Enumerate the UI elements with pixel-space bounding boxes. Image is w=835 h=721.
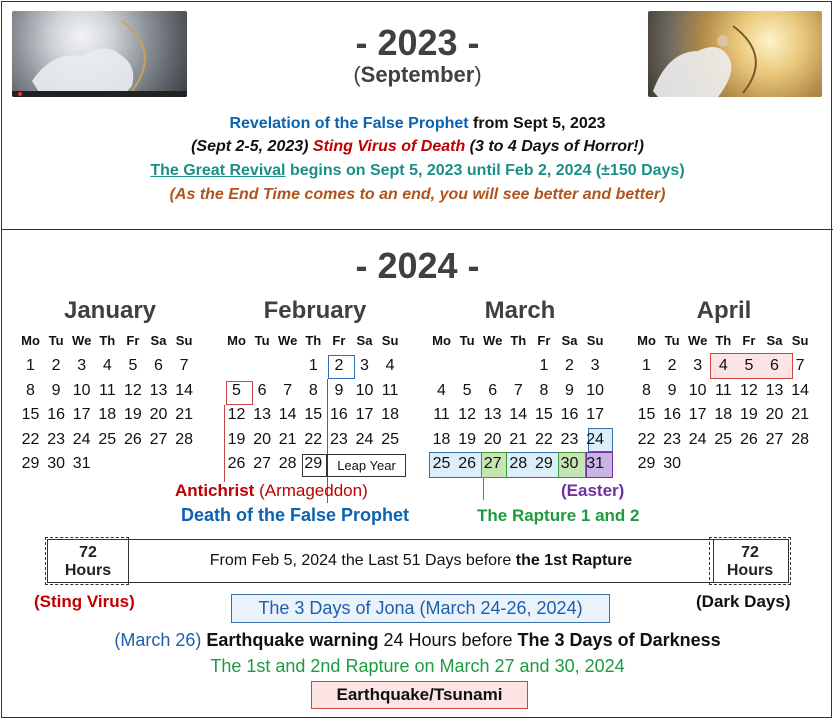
calendar-day: 29 [534,455,553,472]
calendar-day: 7 [283,381,293,399]
calendar-day: 28 [175,430,193,448]
calendar-day: 27 [765,430,784,448]
weekday-header: Sa [561,333,578,348]
calendar-day: 7 [179,357,189,374]
calendar-day: 17 [688,406,707,423]
calendar-day: 6 [154,357,163,374]
weekday-header: We [688,333,708,348]
sting-virus-dashed-box [45,537,129,585]
calendar-day: 5 [462,381,472,399]
weekday-header: Su [381,333,399,348]
calendar-day: 24 [688,430,707,448]
three-days-darkness-text: The 3 Days of Darkness [517,630,721,650]
month-title-january: January [63,297,157,324]
sting-virus-dates: (Sept 2-5, 2023) [191,138,309,155]
calendar-day: 5 [744,357,754,374]
warning-hours-text: 24 Hours before [378,630,518,650]
weekday-header: Tu [48,333,64,348]
calendar-day: 19 [123,406,142,423]
calendar-day: 15 [21,406,40,423]
calendar-day: 13 [253,406,271,423]
calendar-day: 29 [21,455,40,472]
weekday-header: Mo [432,333,451,348]
earthquake-tsunami-box: Earthquake/Tsunami [311,681,528,709]
rapture-label: The Rapture 1 and 2 [477,506,640,525]
weekday-header: Tu [664,333,680,348]
calendar-day: 17 [586,406,604,423]
calendar-day: 3 [77,357,87,374]
calendar-day: 30 [47,455,65,472]
calendar-day: 19 [458,430,476,448]
antichrist-label [175,481,368,501]
calendar-day: 28 [509,455,528,472]
weekday-header: We [483,333,503,348]
leap-year-label: Leap Year [327,454,406,477]
calendar-day: 3 [693,357,703,374]
weekday-header: We [278,333,298,348]
calendar-day: 11 [381,381,399,399]
weekday-header: Fr [332,333,346,348]
calendar-day: 19 [227,430,246,448]
weekday-header: Tu [254,333,270,348]
calendar-day: 17 [355,406,374,423]
false-prophet-date: from Sept 5, 2023 [468,115,606,132]
calendar-day: 16 [329,406,348,423]
calendar-day: 12 [227,406,246,423]
calendar-day: 29 [304,455,323,472]
calendar-day: 15 [304,406,323,423]
calendar-day: 22 [637,430,656,448]
calendar-day: 4 [718,357,728,374]
calendar-day: 1 [308,357,318,374]
calendar-day: 18 [381,406,399,423]
rapture-dates-line: The 1st and 2nd Rapture on March 27 and 30, 2024 [210,656,625,676]
false-prophet-text: Revelation of the False Prophet [229,115,469,132]
last-51-days-bar [47,539,789,583]
calendar-day: 1 [539,357,549,374]
calendar-day: 4 [385,357,395,374]
calendar-day: 9 [334,381,344,399]
calendar-day: 6 [257,381,267,399]
calendar-day: 11 [98,381,116,399]
calendar-day: 31 [72,455,91,472]
calendar-day: 25 [381,430,399,448]
year-2023-title: - 2023 - [355,22,480,63]
paren-close: ) [474,62,482,87]
calendar-day: 10 [355,381,374,399]
calendar-day: 29 [637,455,656,472]
calendar-day: 26 [739,430,758,448]
calendar-day: 10 [72,381,91,399]
weekday-header: Fr [126,333,140,348]
weekday-header: Mo [637,333,656,348]
calendar-day: 22 [21,430,40,448]
weekday-header: Sa [766,333,783,348]
calendar-day: 24 [72,430,91,448]
calendar-day: 1 [26,357,35,374]
calendar-day: 6 [488,381,498,399]
calendar-day: 2 [565,357,574,374]
calendar-day: 4 [437,381,446,399]
calendar-day: 31 [586,455,604,472]
year-2024-title: - 2024 - [355,245,480,286]
three-days-of-jona: The 3 Days of Jona (March 24-26, 2024) [231,594,610,623]
month-title-march: March [484,297,556,324]
last-51-days-text [128,540,714,582]
paren-open: ( [353,62,361,87]
calendar-day: 11 [714,381,732,399]
calendar-day: 3 [590,357,600,374]
calendar-day: 15 [637,406,656,423]
calendar-day: 12 [458,406,476,423]
calendar-day: 6 [770,357,779,374]
weekday-header: Su [175,333,193,348]
calendar-day: 9 [667,381,677,399]
calendar-day: 13 [483,406,502,423]
calendar-day: 25 [98,430,117,448]
calendar-day: 10 [586,381,604,399]
dark-72-hours: Hours [726,562,774,579]
calendar-day: 14 [278,406,297,423]
calendar-day: 13 [149,381,168,399]
calendar-day: 18 [98,406,117,423]
calendar-day: 3 [360,357,369,374]
calendar-day: 24 [355,430,374,448]
calendar-day: 30 [663,455,681,472]
weekday-header: Sa [356,333,373,348]
calendar-day: 2 [51,357,61,374]
calendar-day: 21 [791,406,809,423]
calendar-day: 7 [795,357,805,374]
calendar-day: 7 [513,381,523,399]
calendar-day: 16 [663,406,681,423]
calendar-day: 9 [565,381,574,399]
calendar-day: 14 [791,381,809,399]
calendar-day: 2 [334,357,344,374]
calendar-day: 23 [560,430,579,448]
calendar-day: 8 [308,381,318,399]
calendar-day: 9 [51,381,61,399]
calendar-day: 5 [232,381,241,399]
calendar-day: 11 [433,406,450,423]
weekday-header: Th [99,333,116,348]
weekday-header: Th [510,333,527,348]
calendar-day: 23 [329,430,348,448]
weekday-header: Th [715,333,732,348]
calendar-day: 26 [458,455,476,472]
calendar-day: 27 [483,455,502,472]
rapture-connector [483,478,484,500]
calendar-day: 8 [642,381,651,399]
calendar-day: 28 [791,430,809,448]
dark-72-number: 72 [741,544,759,561]
sting-virus-line [0,138,835,156]
great-revival-dates: begins on Sept 5, 2023 until Feb 2, 2024 (±150 Days) [285,162,685,179]
calendar-day: 21 [175,406,193,423]
warning-date: (March 26) [114,630,202,650]
great-revival-line [0,162,835,180]
calendar-day: 5 [128,357,138,374]
september-subtitle [0,62,835,88]
calendar-day: 20 [253,430,271,448]
calendar-day: 8 [539,381,549,399]
calendar-day: 19 [739,406,758,423]
calendar-day: 22 [534,430,553,448]
great-revival-link: The Great Revival [150,162,286,179]
calendar-day: 15 [534,406,553,423]
calendar-day: 13 [765,381,784,399]
calendar-day: 8 [26,381,35,399]
calendar-day: 24 [586,430,604,448]
calendar-day: 21 [278,430,297,448]
calendar-day: 28 [278,455,297,472]
false-prophet-line [0,115,835,133]
calendar-day: 25 [714,430,733,448]
calendar-day: 20 [149,406,168,423]
calendar-day: 26 [123,430,142,448]
calendar-day: 12 [739,381,758,399]
calendar-day: 14 [509,406,528,423]
calendar-day: 23 [663,430,681,448]
calendar-day: 17 [72,406,91,423]
antichrist-text: Antichrist [175,481,255,500]
calendar-day: 23 [47,430,65,448]
calendar-day: 18 [714,406,733,423]
calendar-day: 16 [560,406,579,423]
calendar-day: 16 [47,406,65,423]
weekday-header: We [72,333,92,348]
easter-label: (Easter) [561,481,625,500]
weekday-header: Su [586,333,604,348]
sting-72-hours: Hours [64,562,112,579]
weekday-header: Su [791,333,809,348]
sting-virus-label: (Sting Virus) [34,592,135,611]
dark-days-label: (Dark Days) [696,592,791,611]
calendar-day: 2 [667,357,677,374]
weekday-header: Sa [150,333,167,348]
sting-72-number: 72 [79,544,97,561]
calendar-day: 20 [765,406,784,423]
month-title-february: February [263,297,367,324]
calendar-day: 1 [642,357,651,374]
weekday-header: Tu [459,333,475,348]
first-rapture-text: the 1st Rapture [515,552,633,569]
calendar-day: 27 [253,455,271,472]
calendar-day: 21 [509,430,528,448]
last-51-days-prefix: From Feb 5, 2024 the Last 51 Days before [209,552,516,569]
month-september: September [360,62,475,87]
earthquake-warning-line [0,630,835,651]
section-divider [1,229,833,230]
weekday-header: Mo [21,333,40,348]
month-title-april: April [696,297,752,324]
calendar-day: 26 [227,455,246,472]
weekday-header: Fr [742,333,756,348]
armageddon-text: (Armageddon) [254,481,368,500]
calendar-day: 22 [304,430,323,448]
weekday-header: Th [305,333,322,348]
earthquake-warning-text: Earthquake warning [201,630,379,650]
calendar-day: 27 [149,430,168,448]
calendar-day: 30 [560,455,579,472]
calendar-day: 20 [483,430,502,448]
calendar-day: 18 [432,430,451,448]
calendar-day: 12 [123,381,142,399]
calendar-day: 25 [432,455,451,472]
dark-days-dashed-box [709,537,791,585]
calendar-day: 10 [688,381,707,399]
end-time-line: (As the End Time comes to an end, you will see better and better) [169,186,666,203]
calendar-day: 14 [175,381,193,399]
sting-virus-text: Sting Virus of Death [308,138,466,155]
calendar-day: 4 [102,357,112,374]
death-false-prophet-label: Death of the False Prophet [181,505,410,525]
days-of-horror-text: (3 to 4 Days of Horror!) [465,138,644,155]
weekday-header: Fr [537,333,551,348]
weekday-header: Mo [227,333,246,348]
